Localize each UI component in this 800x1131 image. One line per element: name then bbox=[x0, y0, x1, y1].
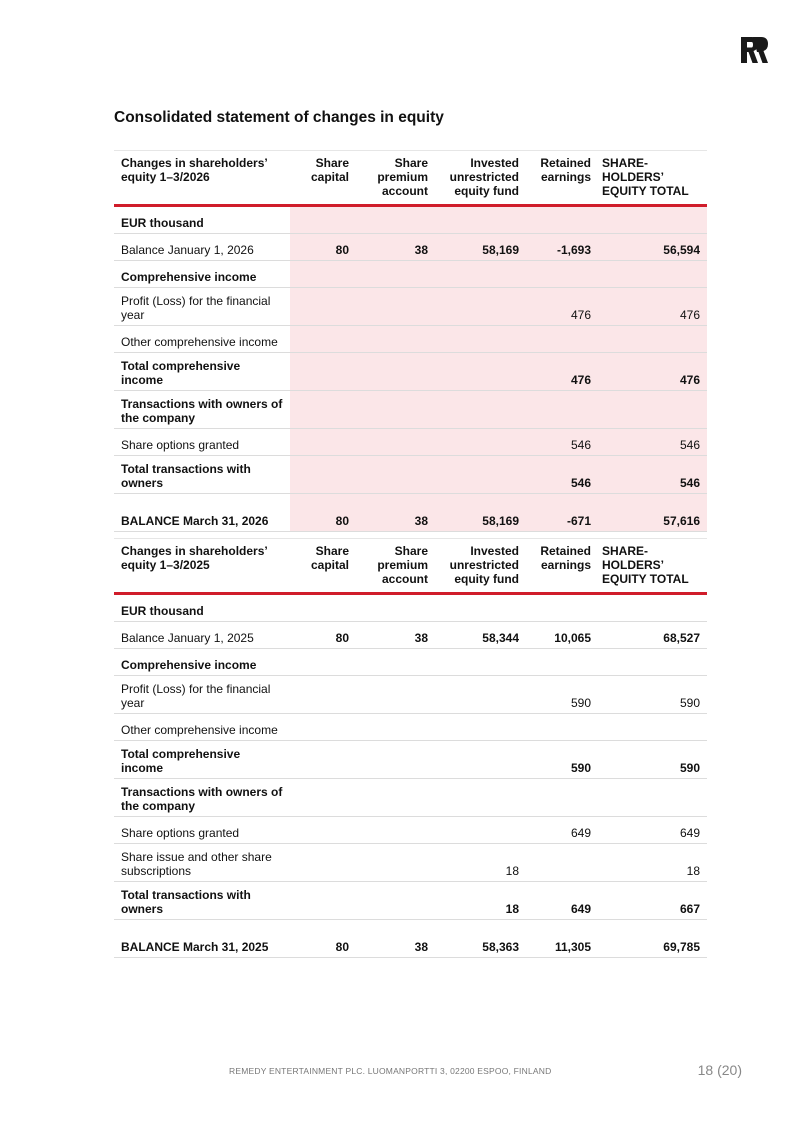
column-header: Share capital bbox=[290, 151, 356, 206]
table-cell bbox=[526, 779, 598, 817]
table-row bbox=[114, 429, 707, 456]
table-row bbox=[114, 622, 707, 649]
table-cell bbox=[356, 779, 435, 817]
table-row bbox=[114, 391, 707, 429]
table-cell bbox=[356, 288, 435, 326]
table-cell bbox=[598, 649, 707, 676]
remedy-logo-icon bbox=[739, 35, 769, 65]
table-row bbox=[114, 817, 707, 844]
table-cell bbox=[598, 326, 707, 353]
table-row bbox=[114, 649, 707, 676]
table-cell: 58,363 bbox=[435, 920, 526, 958]
row-label: Share options granted bbox=[114, 817, 290, 844]
table-row bbox=[114, 594, 707, 622]
column-header: Share capital bbox=[290, 539, 356, 594]
page-number: 18 (20) bbox=[697, 1062, 742, 1078]
table-cell bbox=[290, 261, 356, 288]
row-label: EUR thousand bbox=[114, 594, 290, 622]
table-cell: 476 bbox=[598, 353, 707, 391]
table-cell: 68,527 bbox=[598, 622, 707, 649]
table-cell bbox=[598, 779, 707, 817]
column-header: Invested unrestricted equity fund bbox=[435, 151, 526, 206]
row-label: Share issue and other share subscriptions bbox=[114, 844, 290, 882]
row-label: Other comprehensive income bbox=[114, 714, 290, 741]
column-header: Retained earnings bbox=[526, 151, 598, 206]
table-cell: 38 bbox=[356, 234, 435, 261]
table-cell bbox=[435, 817, 526, 844]
table-cell bbox=[526, 649, 598, 676]
table-cell: 546 bbox=[598, 456, 707, 494]
table-cell bbox=[435, 456, 526, 494]
row-label: Total transactions with owners bbox=[114, 882, 290, 920]
table-row bbox=[114, 494, 707, 532]
table-cell bbox=[435, 649, 526, 676]
table-cell: 11,305 bbox=[526, 920, 598, 958]
table-cell: 58,344 bbox=[435, 622, 526, 649]
table-cell: 476 bbox=[598, 288, 707, 326]
table-cell bbox=[290, 353, 356, 391]
table-cell bbox=[290, 456, 356, 494]
table-cell: 476 bbox=[526, 353, 598, 391]
table-cell: 667 bbox=[598, 882, 707, 920]
table-cell bbox=[356, 326, 435, 353]
table-cell: 590 bbox=[598, 741, 707, 779]
table-row bbox=[114, 844, 707, 882]
table-cell bbox=[435, 326, 526, 353]
footer-address: REMEDY ENTERTAINMENT PLC. LUOMANPORTTI 3, 02200 ESPOO, FINLAND bbox=[229, 1066, 552, 1076]
table-header-row bbox=[114, 539, 707, 594]
table-cell bbox=[435, 714, 526, 741]
column-header: Changes in shareholders’ equity 1–3/2026 bbox=[114, 151, 290, 206]
table-cell bbox=[356, 429, 435, 456]
table-cell bbox=[435, 288, 526, 326]
table-row bbox=[114, 920, 707, 958]
table-cell: 57,616 bbox=[598, 494, 707, 532]
table-cell: 649 bbox=[526, 882, 598, 920]
table-cell bbox=[290, 288, 356, 326]
row-label: Share options granted bbox=[114, 429, 290, 456]
table-cell: 546 bbox=[526, 456, 598, 494]
table-cell: 590 bbox=[526, 741, 598, 779]
page-title: Consolidated statement of changes in equity bbox=[114, 109, 444, 126]
column-header: Share premium account bbox=[356, 151, 435, 206]
table-cell bbox=[435, 261, 526, 288]
row-label: Total comprehensive income bbox=[114, 741, 290, 779]
table-cell: 476 bbox=[526, 288, 598, 326]
table-cell bbox=[356, 353, 435, 391]
table-cell: 649 bbox=[598, 817, 707, 844]
table-cell bbox=[356, 676, 435, 714]
row-label: Balance January 1, 2026 bbox=[114, 234, 290, 261]
table-row bbox=[114, 206, 707, 234]
table-cell bbox=[290, 714, 356, 741]
table-cell bbox=[290, 741, 356, 779]
table-cell: 18 bbox=[435, 844, 526, 882]
table-cell bbox=[435, 779, 526, 817]
table-cell: 80 bbox=[290, 622, 356, 649]
row-label: Other comprehensive income bbox=[114, 326, 290, 353]
table-cell bbox=[435, 429, 526, 456]
table-cell bbox=[356, 594, 435, 622]
column-header: Changes in shareholders’ equity 1–3/2025 bbox=[114, 539, 290, 594]
table-row bbox=[114, 779, 707, 817]
table-cell bbox=[290, 594, 356, 622]
table-row bbox=[114, 326, 707, 353]
table-cell: 80 bbox=[290, 234, 356, 261]
table-row bbox=[114, 261, 707, 288]
table-cell: 38 bbox=[356, 494, 435, 532]
row-label: EUR thousand bbox=[114, 206, 290, 234]
table-cell bbox=[526, 391, 598, 429]
table-cell bbox=[598, 594, 707, 622]
table-cell bbox=[435, 594, 526, 622]
table-cell bbox=[356, 714, 435, 741]
row-label: Profit (Loss) for the financial year bbox=[114, 676, 290, 714]
table-cell bbox=[290, 326, 356, 353]
row-label: Transactions with owners of the company bbox=[114, 779, 290, 817]
table-cell bbox=[290, 844, 356, 882]
equity-table-2025 bbox=[114, 538, 707, 958]
table-cell bbox=[435, 206, 526, 234]
table-cell bbox=[290, 779, 356, 817]
row-label: Comprehensive income bbox=[114, 649, 290, 676]
table-cell: 56,594 bbox=[598, 234, 707, 261]
table-cell bbox=[356, 206, 435, 234]
table-cell bbox=[598, 391, 707, 429]
table-cell bbox=[290, 649, 356, 676]
table-cell bbox=[356, 817, 435, 844]
table-cell bbox=[290, 817, 356, 844]
table-cell: 18 bbox=[435, 882, 526, 920]
table-cell: 80 bbox=[290, 494, 356, 532]
table-cell bbox=[598, 714, 707, 741]
table-cell: 546 bbox=[526, 429, 598, 456]
table-cell bbox=[435, 741, 526, 779]
row-label: Total transactions with owners bbox=[114, 456, 290, 494]
table-cell: 38 bbox=[356, 622, 435, 649]
table-row bbox=[114, 456, 707, 494]
column-header: SHARE-HOLDERS’ EQUITY TOTAL bbox=[598, 539, 707, 594]
row-label: Transactions with owners of the company bbox=[114, 391, 290, 429]
table-cell bbox=[290, 676, 356, 714]
table-cell: -671 bbox=[526, 494, 598, 532]
column-header: SHARE-HOLDERS’ EQUITY TOTAL bbox=[598, 151, 707, 206]
table-header-row bbox=[114, 151, 707, 206]
table-cell bbox=[526, 326, 598, 353]
column-header: Share premium account bbox=[356, 539, 435, 594]
table-cell bbox=[290, 429, 356, 456]
column-header: Invested unrestricted equity fund bbox=[435, 539, 526, 594]
table-row bbox=[114, 676, 707, 714]
table-row bbox=[114, 353, 707, 391]
table-row bbox=[114, 714, 707, 741]
table-cell: 38 bbox=[356, 920, 435, 958]
table-cell: 58,169 bbox=[435, 234, 526, 261]
table-cell bbox=[435, 353, 526, 391]
table-cell: 58,169 bbox=[435, 494, 526, 532]
table-cell bbox=[435, 391, 526, 429]
table-cell bbox=[356, 391, 435, 429]
table-row bbox=[114, 288, 707, 326]
row-label: Total comprehensive income bbox=[114, 353, 290, 391]
table-cell bbox=[526, 594, 598, 622]
table-cell bbox=[526, 714, 598, 741]
table-row bbox=[114, 234, 707, 261]
table-cell bbox=[598, 261, 707, 288]
table-cell bbox=[356, 844, 435, 882]
table-cell bbox=[435, 676, 526, 714]
table-cell: 546 bbox=[598, 429, 707, 456]
table-cell bbox=[526, 844, 598, 882]
row-label: Comprehensive income bbox=[114, 261, 290, 288]
table-cell: 69,785 bbox=[598, 920, 707, 958]
column-header: Retained earnings bbox=[526, 539, 598, 594]
row-label: BALANCE March 31, 2026 bbox=[114, 494, 290, 532]
table-cell bbox=[526, 261, 598, 288]
table-cell bbox=[356, 649, 435, 676]
table-cell: 10,065 bbox=[526, 622, 598, 649]
table-cell bbox=[598, 206, 707, 234]
table-cell: 590 bbox=[598, 676, 707, 714]
equity-table-2026 bbox=[114, 150, 707, 532]
table-cell: 80 bbox=[290, 920, 356, 958]
table-cell bbox=[290, 882, 356, 920]
table-cell: -1,693 bbox=[526, 234, 598, 261]
row-label: BALANCE March 31, 2025 bbox=[114, 920, 290, 958]
row-label: Balance January 1, 2025 bbox=[114, 622, 290, 649]
table-row bbox=[114, 741, 707, 779]
row-label: Profit (Loss) for the financial year bbox=[114, 288, 290, 326]
table-cell bbox=[356, 741, 435, 779]
table-cell bbox=[356, 882, 435, 920]
table-cell: 18 bbox=[598, 844, 707, 882]
table-cell bbox=[290, 391, 356, 429]
table-cell bbox=[356, 456, 435, 494]
table-cell: 649 bbox=[526, 817, 598, 844]
table-cell bbox=[526, 206, 598, 234]
table-cell: 590 bbox=[526, 676, 598, 714]
table-cell bbox=[290, 206, 356, 234]
table-cell bbox=[356, 261, 435, 288]
table-row bbox=[114, 882, 707, 920]
